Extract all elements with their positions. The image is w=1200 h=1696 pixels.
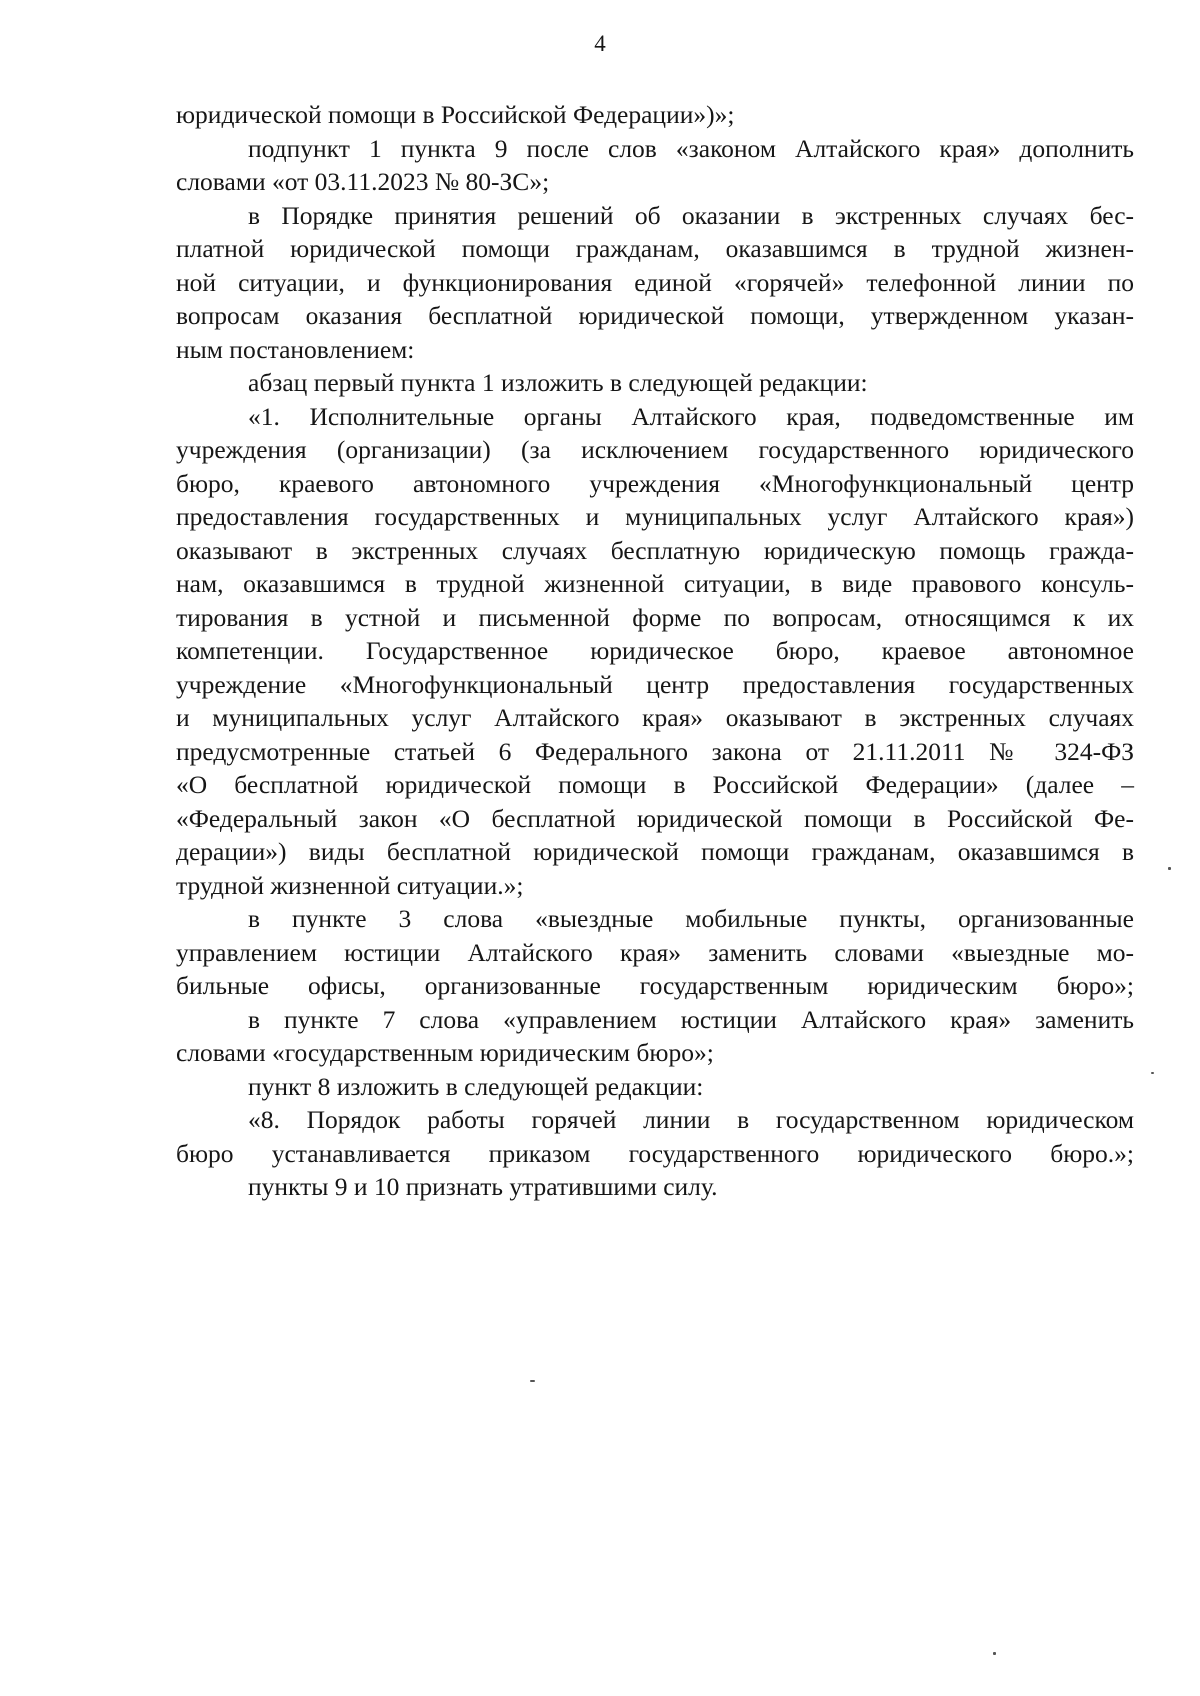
text-line: в пункте 7 слова «управлением юстиции Алтайского края» заменить [248, 1004, 1134, 1034]
text-line: абзац первый пункта 1 изложить в следующей редакции: [248, 368, 868, 397]
text-line: бюро устанавливается приказом государственного юридического бюро.»; [176, 1138, 1134, 1168]
text-line: ной ситуации, и функционирования единой «горячей» телефонной линии по [176, 267, 1134, 297]
text-line: «Федеральный закон «О бесплатной юридической помощи в Российской Фе- [176, 803, 1134, 833]
text-line: тирования в устной и письменной форме по вопросам, относящимся к их [176, 602, 1134, 632]
text-line: пункт 8 изложить в следующей редакции: [248, 1071, 704, 1101]
text-line: нам, оказавшимся в трудной жизненной ситуации, в виде правового консуль- [176, 569, 1134, 598]
page-number: 4 [594, 31, 606, 56]
text-line: бильные офисы, организованные государственным юридическим бюро»; [176, 971, 1134, 1000]
scan-speck [1168, 867, 1171, 870]
text-line: и муниципальных услуг Алтайского края» оказывают в экстренных случаях [176, 703, 1134, 732]
text-line: учреждения (организации) (за исключением государственного юридического [176, 435, 1134, 464]
text-line: юридической помощи в Российской Федерации»)»; [176, 100, 735, 129]
text-line: словами «от 03.11.2023 № 80-ЗС»; [176, 167, 550, 196]
text-line: вопросам оказания бесплатной юридической помощи, утвержденном указан- [176, 301, 1134, 330]
scan-speck [1151, 1072, 1154, 1074]
text-line: платной юридической помощи гражданам, оказавшимся в трудной жизнен- [176, 234, 1134, 263]
text-line: «8. Порядок работы горячей линии в государственном юридическом [248, 1105, 1134, 1134]
text-line: пункты 9 и 10 признать утратившими силу. [248, 1172, 718, 1201]
text-line: подпункт 1 пункта 9 после слов «законом Алтайского края» дополнить [248, 133, 1134, 163]
document-body [176, 98, 1134, 1204]
text-line: оказывают в экстренных случаях бесплатную юридическую помощь гражда- [176, 535, 1134, 565]
scan-speck [530, 1380, 535, 1382]
text-line: учреждение «Многофункциональный центр предоставления государственных [176, 669, 1134, 699]
text-line: управлением юстиции Алтайского края» заменить словами «выездные мо- [176, 937, 1134, 967]
text-line: ным постановлением: [176, 334, 415, 364]
text-line: предоставления государственных и муниципальных услуг Алтайского края») [176, 502, 1134, 531]
text-line: компетенции. Государственное юридическое бюро, краевое автономное [176, 636, 1134, 665]
text-line: предусмотренные статьей 6 Федерального закона от 21.11.2011 № 324-ФЗ [176, 736, 1134, 766]
text-line: бюро, краевого автономного учреждения «Многофункциональный центр [176, 468, 1134, 498]
scan-speck [993, 1652, 996, 1655]
text-line: в Порядке принятия решений об оказании в экстренных случаях бес- [248, 200, 1134, 230]
text-line: дерации») виды бесплатной юридической помощи гражданам, оказавшимся в [176, 837, 1134, 866]
text-line: словами «государственным юридическим бюро»; [176, 1038, 714, 1067]
text-line: в пункте 3 слова «выездные мобильные пункты, организованные [248, 904, 1134, 933]
text-line: «О бесплатной юридической помощи в Российской Федерации» (далее – [176, 770, 1134, 799]
text-line: «1. Исполнительные органы Алтайского края, подведомственные им [248, 401, 1134, 431]
text-line: трудной жизненной ситуации.»; [176, 870, 524, 900]
